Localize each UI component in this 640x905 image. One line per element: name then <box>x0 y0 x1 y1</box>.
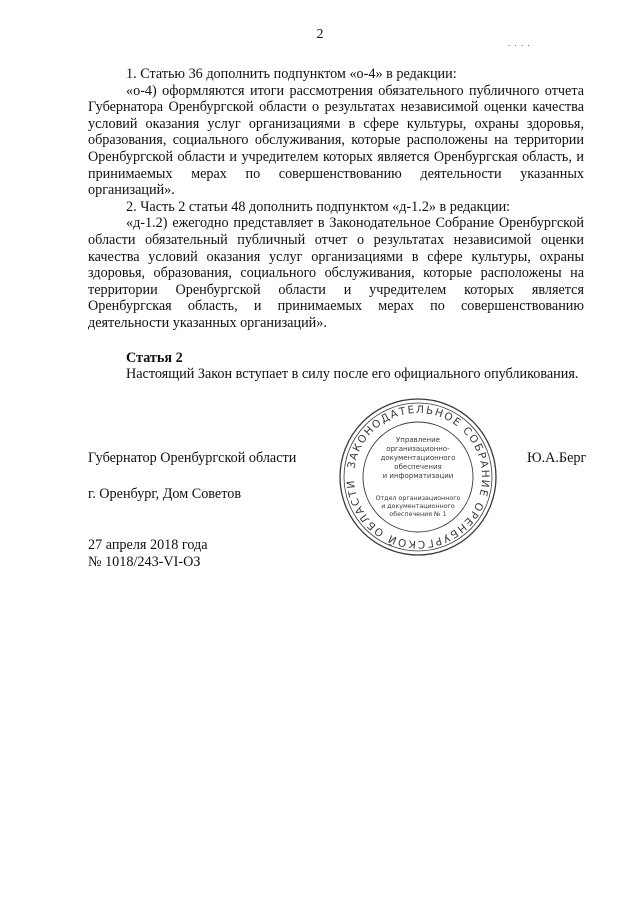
paragraph: «о-4) оформляются итоги рассмотрения обязательного публичного отчета Губернатора Оренбургской области о результатах независимой оценки качества условий оказания услуг организациями в сфере культуры, охраны здоровья, образования, социального обслуживания, которые расположены на территории Оренбургской области и учредителем которых является Оренбургская область, и принимаемых мерах по совершенствованию деятельности указанных организаций». <box>88 82 584 199</box>
signatory-name: Ю.А.Берг <box>527 450 587 466</box>
svg-text:Отдел организационного: Отдел организационного <box>375 495 461 502</box>
paragraph: «д-1.2) ежегодно представляет в Законодательное Собрание Оренбургской области обязательный публичный отчет о результатах независимой оценки качества условий оказания услуг организациями в сфере культуры, охраны здоровья, образования, социального обслуживания, которые расположены на территории Оренбургской области и учредителем которых является Оренбургская область, и принимаемых мерах по совершенствованию деятельности указанных организаций». <box>88 215 584 331</box>
law-date: 27 апреля 2018 года <box>88 537 208 553</box>
article-text: Настоящий Закон вступает в силу после его официального опубликования. <box>126 366 579 383</box>
svg-text:обеспечения: обеспечения <box>394 463 442 471</box>
official-seal-stamp <box>337 396 499 558</box>
paragraph: 2. Часть 2 статьи 48 дополнить подпунктом «д-1.2» в редакции: <box>126 198 511 215</box>
svg-text:организационно-: организационно- <box>386 445 450 453</box>
svg-text:и информатизации: и информатизации <box>382 472 454 480</box>
signing-place: г. Оренбург, Дом Советов <box>88 486 242 502</box>
seal-inner-text <box>376 436 461 518</box>
svg-text:и документационного: и документационного <box>381 503 455 510</box>
paragraph: 1. Статью 36 дополнить подпунктом «о-4» в редакции: <box>126 66 457 82</box>
svg-text:документационного: документационного <box>380 454 456 462</box>
svg-text:Управление: Управление <box>396 436 440 444</box>
page-number: 2 <box>316 27 324 42</box>
corner-mark: . . . . <box>508 38 531 48</box>
document-body <box>88 66 584 383</box>
law-date-block <box>88 537 208 571</box>
seal-ring-text: ЗАКОНОДАТЕЛЬНОЕ СОБРАНИЕ ОРЕНБУРГСКОЙ ОБЛАСТИ <box>344 403 492 551</box>
svg-text:обеспечения № 1: обеспечения № 1 <box>389 511 447 518</box>
law-number: № 1018/243-VI-ОЗ <box>88 554 201 570</box>
article-title: Статья 2 <box>126 349 183 366</box>
signatory-position: Губернатор Оренбургской области <box>88 450 297 466</box>
